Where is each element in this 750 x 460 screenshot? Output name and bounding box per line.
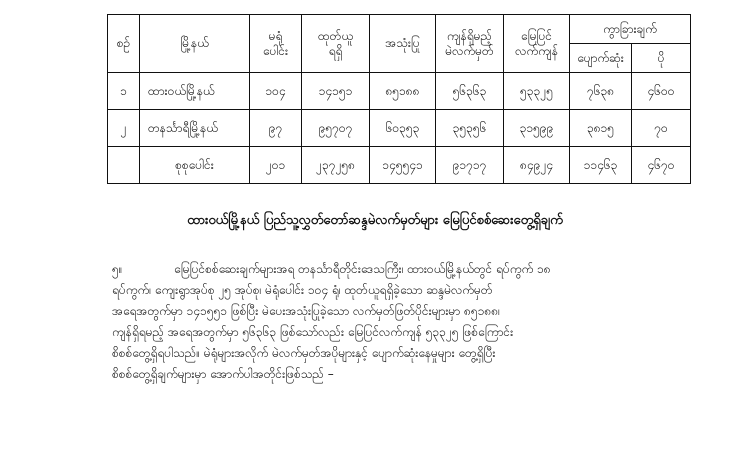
cell-received: ၂၃၇၂၅၈ [302,147,370,184]
cell-remaining: ၃၅၃၅၆ [436,110,504,147]
cell-total-stations: ၂၀၁ [250,147,302,184]
header-actual: မြေပြင် လက်ကျန် [504,15,570,73]
table-row [108,73,691,110]
cell-used: ၆၀၃၅၃ [370,110,436,147]
header-received: ထုတ်ယူ ရရှိ [302,15,370,73]
header-difference: ကွာခြားချက် [570,15,691,44]
paragraph-line: ကျန်ရှိရမည့် အရေအတွက်မှာ ၅၆၃၆၃ ဖြစ်သော်လည်း မြေပြင်လက်ကျန် ၅၃၃၂၅ ဖြစ်ကြောင်း [112,325,514,339]
cell-lost: ၃၈၁၅ [570,110,632,147]
cell-total-stations: ၉၇ [250,110,302,147]
cell-excess: ၄၆၇၀ [632,147,691,184]
cell-no: ၂ [108,110,140,147]
cell-township: တနင်္သာရီမြို့နယ် [140,110,250,147]
cell-remaining: ၉၁၇၁၇ [436,147,504,184]
header-total-stations: မရုံ ပေါင်း [250,15,302,73]
cell-township: ထားဝယ်မြို့နယ် [140,73,250,110]
cell-total-stations: ၁၀၄ [250,73,302,110]
cell-lost: ၇၆၃၈ [570,73,632,110]
cell-excess: ၇၀ [632,110,691,147]
total-row [108,147,691,184]
cell-actual: ၅၃၃၂၅ [504,73,570,110]
header-remaining: ကျန်ရှိမည့် မဲလက်မှတ် [436,15,504,73]
header-used: အသုံးပြု [370,15,436,73]
paragraph-line: အရေအတွက်မှာ ၁၄၁၅၅၁ ဖြစ်ပြီး မဲပေးအသုံးပြုခဲ့သော လက်မှတ်ဖြတ်ပိုင်းများမှာ ၈၅၁၈၈၊ [112,304,500,318]
paragraph-number: ၅။ [112,262,123,276]
tally-table [107,14,691,184]
cell-no [108,147,140,184]
header-no: စဉ် [108,15,140,73]
header-row [108,15,691,44]
header-township: မြို့နယ် [140,15,250,73]
cell-used: ၈၅၁၈၈ [370,73,436,110]
cell-received: ၉၅၇၀၇ [302,110,370,147]
cell-actual: ၃၁၅၉၉ [504,110,570,147]
cell-actual: ၈၄၉၂၄ [504,147,570,184]
paragraph-line: စိစစ်တွေ့ရှိချက်များမှာ အောက်ပါအတိုင်းဖြစ်သည် – [112,367,334,381]
cell-received: ၁၄၁၅၁ [302,73,370,110]
cell-excess: ၄၆၀၀ [632,73,691,110]
paragraph-line: ၅။ မြေပြင်စစ်ဆေးချက်များအရ တနင်္သာရီတိုင်းဒေသကြီး၊ ထားဝယ်မြို့နယ်တွင် ရပ်ကွက် ၁၈ [112,259,702,280]
section-heading: ထားဝယ်မြို့နယ် ပြည်သူ့လွှတ်တော်ဆန္ဒမဲလက်မှတ်များ မြေပြင်စစ်ဆေးတွေ့ရှိချက် [187,213,563,228]
cell-no: ၁ [108,73,140,110]
cell-used: ၁၄၅၅၄၁ [370,147,436,184]
body-paragraph [112,259,702,385]
header-lost: ပျောက်ဆုံး [570,44,632,73]
cell-lost: ၁၁၄၆၃ [570,147,632,184]
paragraph-line: စိစစ်တွေ့ရှိရပါသည်။ မဲရုံများအလိုက် မဲလက်မှတ်အပိုများနှင့် ပျောက်ဆုံးနေမှုများ တွေ့ရှိပြီး [112,346,496,360]
header-excess: ပို [632,44,691,73]
cell-remaining: ၅၆၃၆၃ [436,73,504,110]
paragraph-line: ရပ်ကွက်၊ ကျေးရွာအုပ်စု ၂၅ အုပ်စု၊ မဲရုံပေါင်း ၁၀၄ ရုံ၊ ထုတ်ယူရရှိခဲ့သော ဆန္ဒမဲလက်မှတ် [112,283,493,297]
cell-total-label: စုစုပေါင်း [140,147,250,184]
table-row [108,110,691,147]
